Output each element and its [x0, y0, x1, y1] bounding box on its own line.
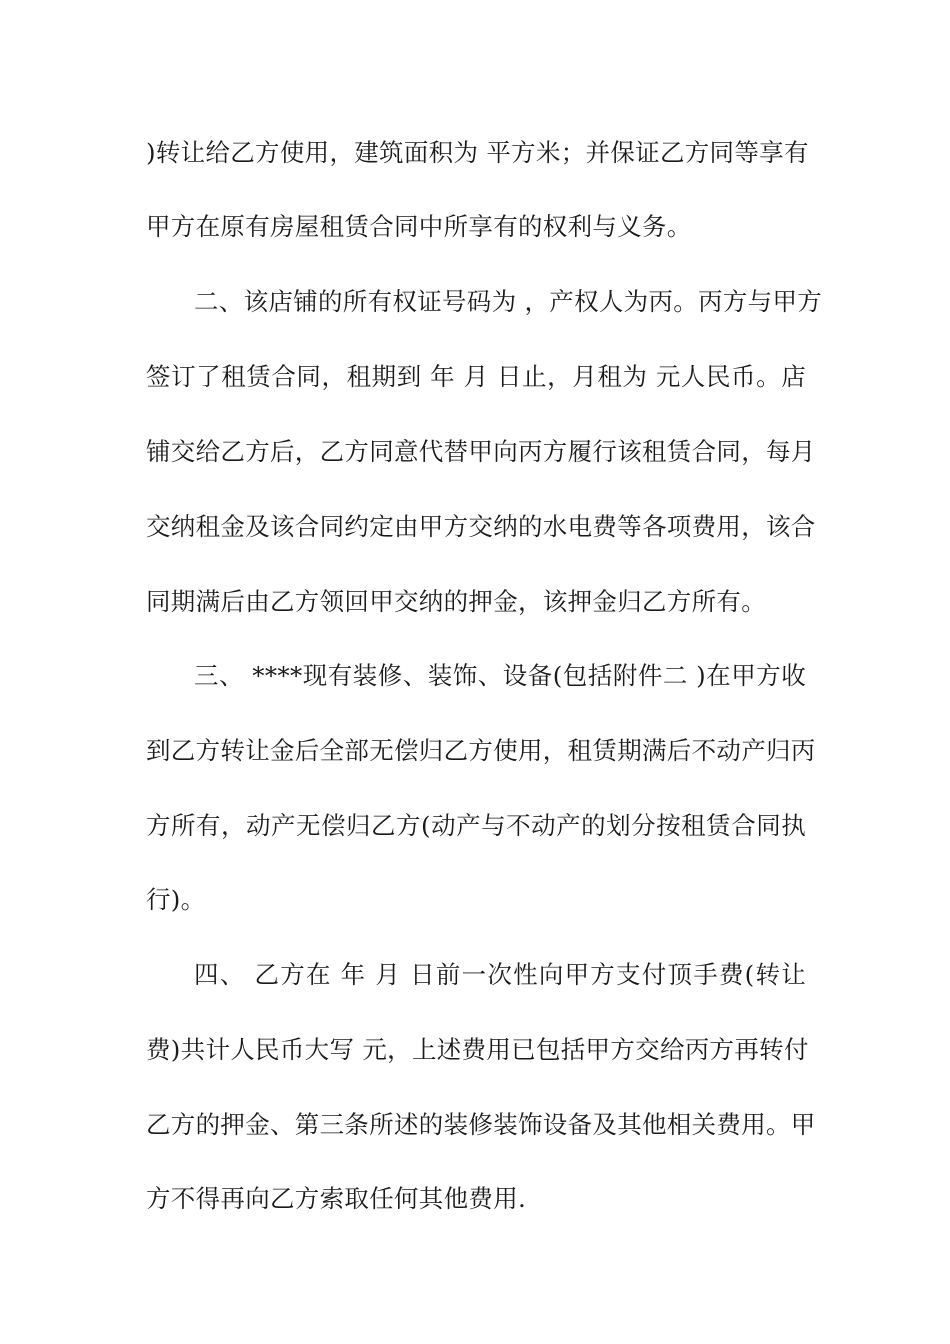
text-line: 行)。	[146, 885, 206, 914]
text-line: 方所有，动产无偿归乙方(动产与不动产的划分按租赁合同执	[146, 811, 806, 840]
text-line: )转让给乙方使用，建筑面积为 平方米；并保证乙方同等享有	[146, 138, 809, 167]
section-4-heading-line: 四、 乙方在 年 月 日前一次性向甲方支付顶手费(转让	[194, 960, 806, 989]
text-line: 到乙方转让金后全部无偿归乙方使用，租赁期满后不动产归丙	[146, 736, 816, 765]
text-line: 签订了租赁合同，租期到 年 月 日止，月租为 元人民币。店	[146, 362, 806, 391]
text-line: 费)共计人民币大写 元，上述费用已包括甲方交给丙方再转付	[146, 1035, 809, 1064]
text-line: 乙方的押金、第三条所述的装修装饰设备及其他相关费用。甲	[146, 1110, 816, 1139]
text-line: 交纳租金及该合同约定由甲方交纳的水电费等各项费用，该合	[146, 512, 816, 541]
text-line: 方不得再向乙方索取任何其他费用.	[146, 1184, 527, 1213]
text-line: 同期满后由乙方领回甲交纳的押金，该押金归乙方所有。	[146, 587, 766, 616]
text-line: 甲方在原有房屋租赁合同中所享有的权利与义务。	[146, 212, 692, 241]
text-line: 铺交给乙方后，乙方同意代替甲向丙方履行该租赁合同，每月	[146, 437, 816, 466]
section-2-heading-line: 二、该店铺的所有权证号码为 ，产权人为丙。丙方与甲方	[194, 287, 823, 316]
section-3-heading-line: 三、 ****现有装修、装饰、设备(包括附件二 )在甲方收	[194, 661, 806, 690]
